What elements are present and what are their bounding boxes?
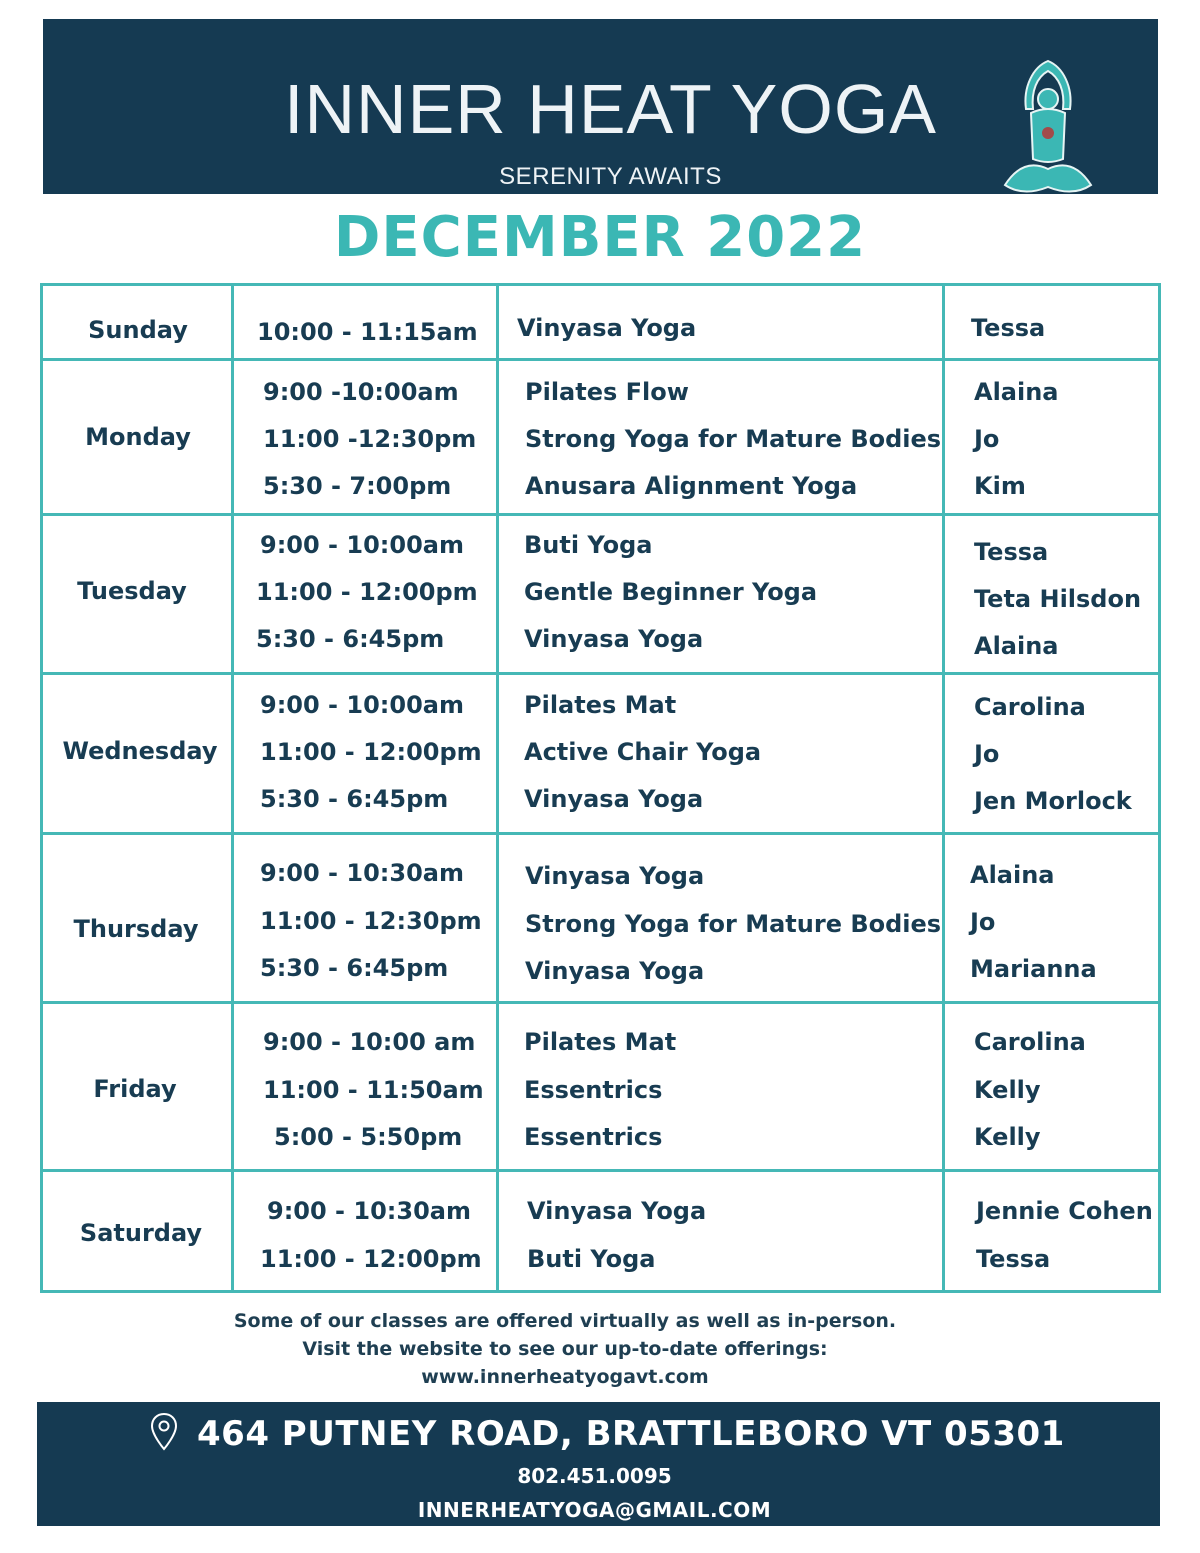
class-name: Vinyasa Yoga — [517, 314, 697, 342]
class-name: Pilates Mat — [524, 1028, 677, 1056]
class-name: Strong Yoga for Mature Bodies — [525, 425, 942, 453]
month-title: DECEMBER 2022 — [333, 205, 867, 270]
class-time: 5:00 - 5:50pm — [274, 1123, 463, 1151]
class-name: Pilates Mat — [524, 691, 677, 719]
row-divider — [43, 672, 1158, 675]
day-label: Friday — [93, 1075, 177, 1103]
class-name: Vinyasa Yoga — [525, 957, 705, 985]
class-name: Buti Yoga — [527, 1245, 656, 1273]
row-divider — [43, 832, 1158, 835]
teacher-name: Jo — [970, 908, 996, 936]
row-divider — [43, 1169, 1158, 1172]
class-time: 11:00 - 12:00pm — [256, 578, 478, 606]
teacher-name: Marianna — [970, 955, 1097, 983]
class-time: 9:00 - 10:00am — [260, 531, 464, 559]
teacher-name: Kim — [974, 472, 1026, 500]
email-address[interactable]: INNERHEATYOGA@GMAIL.COM — [417, 1498, 772, 1522]
class-time: 9:00 - 10:00 am — [263, 1028, 476, 1056]
teacher-name: Jo — [974, 740, 1000, 768]
class-name: Vinyasa Yoga — [524, 785, 704, 813]
class-time: 9:00 - 10:00am — [260, 691, 464, 719]
class-name: Vinyasa Yoga — [527, 1197, 707, 1225]
teacher-name: Jo — [974, 425, 1000, 453]
teacher-name: Tessa — [976, 1245, 1051, 1273]
website-note: Visit the website to see our up-to-date offerings: — [302, 1338, 828, 1360]
class-name: Vinyasa Yoga — [525, 862, 705, 890]
column-divider — [942, 286, 945, 1290]
teacher-name: Jennie Cohen — [976, 1197, 1153, 1225]
class-name: Essentrics — [524, 1123, 663, 1151]
class-time: 9:00 - 10:30am — [267, 1197, 471, 1225]
teacher-name: Kelly — [974, 1076, 1041, 1104]
class-time: 5:30 - 6:45pm — [260, 785, 449, 813]
class-time: 9:00 - 10:30am — [260, 859, 464, 887]
virtual-classes-note: Some of our classes are offered virtually as well as in-person. — [233, 1310, 897, 1332]
class-time: 11:00 -12:30pm — [263, 425, 477, 453]
class-time: 10:00 - 11:15am — [257, 318, 478, 346]
teacher-name: Alaina — [970, 861, 1055, 889]
phone-number[interactable]: 802.451.0095 — [517, 1464, 672, 1488]
class-time: 5:30 - 6:45pm — [260, 954, 449, 982]
teacher-name: Carolina — [974, 1028, 1086, 1056]
class-name: Pilates Flow — [525, 378, 689, 406]
teacher-name: Tessa — [974, 538, 1049, 566]
day-label: Tuesday — [77, 577, 187, 605]
location-pin-icon — [149, 1412, 179, 1452]
class-name: Gentle Beginner Yoga — [524, 578, 818, 606]
teacher-name: Teta Hilsdon — [974, 585, 1142, 613]
website-link[interactable]: www.innerheatyogavt.com — [421, 1366, 709, 1388]
header-banner — [43, 19, 1158, 194]
column-divider — [496, 286, 499, 1290]
class-name: Vinyasa Yoga — [524, 625, 704, 653]
day-label: Saturday — [79, 1219, 203, 1247]
class-name: Anusara Alignment Yoga — [525, 472, 858, 500]
teacher-name: Kelly — [974, 1123, 1041, 1151]
class-name: Essentrics — [524, 1076, 663, 1104]
class-name: Active Chair Yoga — [524, 738, 762, 766]
row-divider — [43, 358, 1158, 361]
day-label: Monday — [85, 423, 191, 451]
teacher-name: Tessa — [971, 314, 1046, 342]
day-label: Wednesday — [62, 737, 218, 765]
address: 464 PUTNEY ROAD, BRATTLEBORO VT 05301 — [197, 1414, 1065, 1454]
row-divider — [43, 513, 1158, 516]
meditation-figure-icon — [993, 47, 1103, 205]
day-label: Thursday — [73, 915, 199, 943]
teacher-name: Alaina — [974, 378, 1059, 406]
brand-title: INNER HEAT YOGA — [284, 70, 937, 148]
teacher-name: Carolina — [974, 693, 1086, 721]
class-time: 11:00 - 12:30pm — [260, 907, 482, 935]
class-time: 11:00 - 12:00pm — [260, 738, 482, 766]
class-name: Strong Yoga for Mature Bodies — [525, 910, 942, 938]
class-time: 5:30 - 6:45pm — [256, 625, 445, 653]
brand-tagline: SERENITY AWAITS — [499, 163, 722, 190]
schedule-table — [40, 283, 1161, 1293]
teacher-name: Alaina — [974, 632, 1059, 660]
class-time: 9:00 -10:00am — [263, 378, 459, 406]
class-time: 11:00 - 11:50am — [263, 1076, 484, 1104]
teacher-name: Jen Morlock — [974, 787, 1132, 815]
class-time: 5:30 - 7:00pm — [263, 472, 452, 500]
day-label: Sunday — [88, 316, 188, 344]
class-time: 11:00 - 12:00pm — [260, 1245, 482, 1273]
row-divider — [43, 1001, 1158, 1004]
footer-banner — [37, 1402, 1160, 1526]
class-name: Buti Yoga — [524, 531, 653, 559]
